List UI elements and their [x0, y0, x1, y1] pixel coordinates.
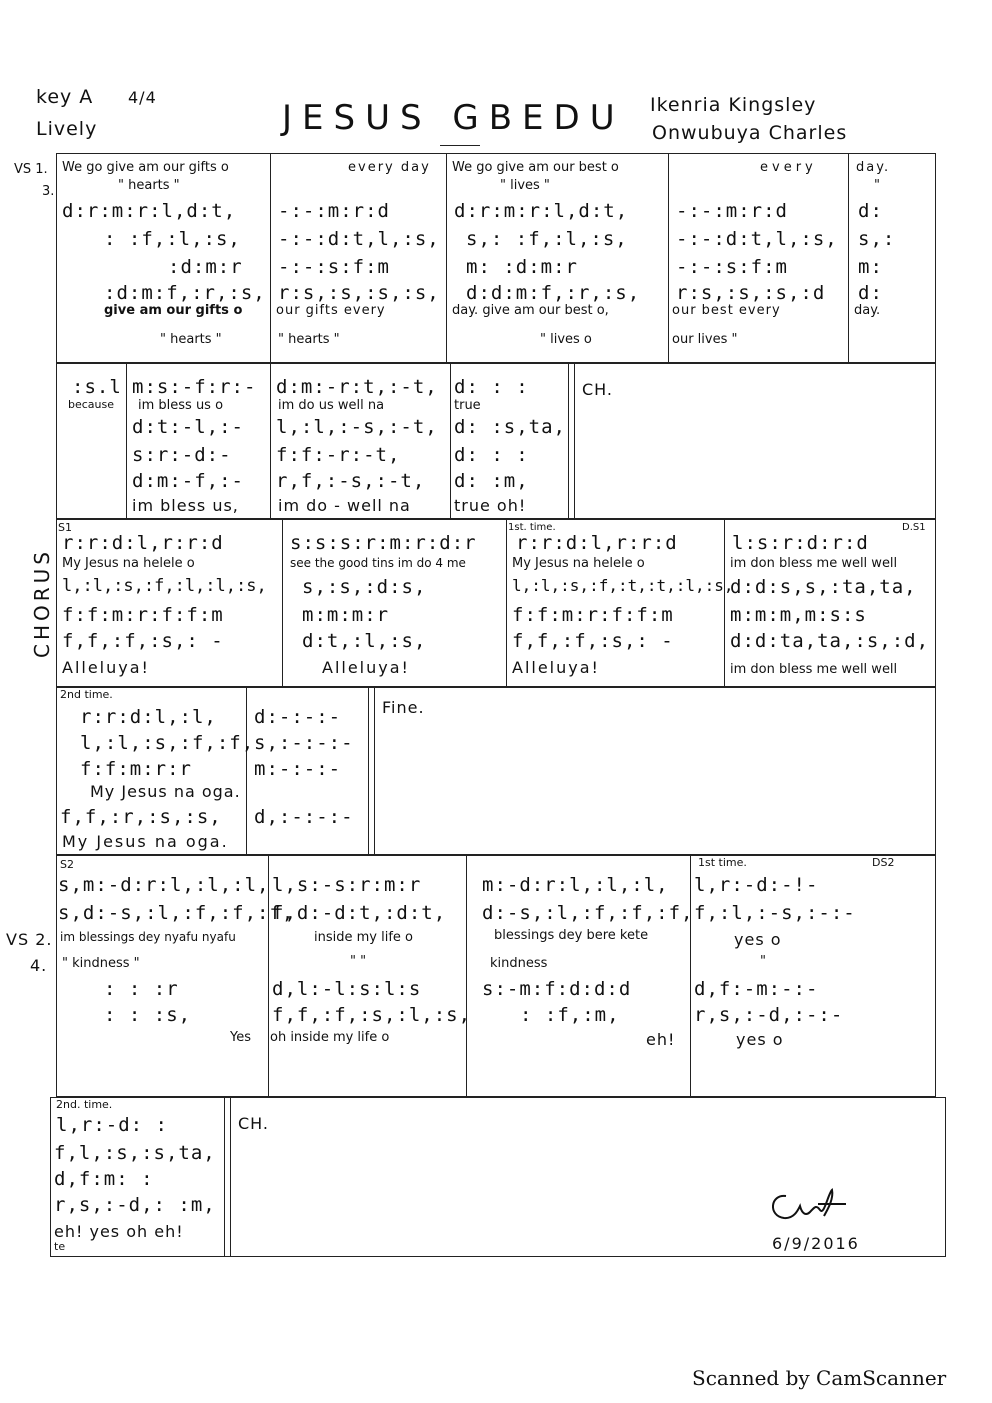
lyric: " lives "	[500, 178, 550, 193]
lyric: im do - well na	[278, 496, 411, 515]
divider	[568, 363, 569, 519]
divider	[450, 363, 451, 519]
lyric: day.	[854, 303, 881, 318]
solfa-line: l:s:r:d:r:d	[732, 532, 869, 554]
solfa-line: d:t:-l,:-	[132, 416, 244, 438]
solfa-line: f,d:-d:t,:d:t,	[272, 902, 447, 924]
lyric: im blessings dey nyafu nyafu	[60, 930, 236, 944]
divider	[848, 153, 849, 363]
footer-scanner: Scanned by CamScanner	[692, 1366, 947, 1390]
divider	[230, 1097, 231, 1257]
lyric: our best every	[672, 303, 781, 318]
solfa-line: l,:l,:s,:f,:f,	[80, 732, 255, 754]
solfa-line: s:s:s:r:m:r:d:r	[290, 532, 477, 554]
solfa-line: d:	[858, 282, 883, 304]
verse-label-1b: 3.	[42, 184, 55, 199]
chorus-marker: CH.	[582, 380, 614, 399]
solfa-line: r:r:d:l,r:r:d	[516, 532, 678, 554]
solfa-line: r,s,:-d,: :m,	[54, 1194, 216, 1216]
solfa-line: d:	[858, 200, 883, 222]
verse-label-1: VS 1.	[14, 162, 48, 177]
title-underline	[440, 145, 480, 146]
author-1: Ikenria Kingsley	[650, 94, 817, 116]
date: 6/9/2016	[772, 1234, 860, 1253]
lyric: " "	[350, 954, 367, 969]
solfa-line: d,f:-m:-:-	[694, 978, 819, 1000]
solfa-line: s,:s,:d:s,	[302, 576, 427, 598]
lyric: inside my life o	[314, 930, 413, 945]
solfa-line: r:s,:s,:s,:d	[676, 282, 826, 304]
segno-1: S1	[58, 521, 72, 534]
divider	[270, 153, 271, 363]
solfa-line: m:s:-f:r:-	[132, 376, 257, 398]
time-signature: 4/4	[128, 88, 157, 107]
solfa-line: -:-:m:r:d	[278, 200, 390, 222]
author-2: Onwubuya Charles	[652, 122, 848, 144]
first-time-label: 1st time.	[698, 856, 747, 869]
divider	[574, 363, 575, 519]
solfa-line: l,:l,:s,:f,:l,:l,:s,	[62, 576, 267, 596]
solfa-line: d: : :	[454, 444, 529, 466]
lyric: " kindness "	[62, 956, 140, 971]
divider	[224, 1097, 225, 1257]
solfa-line: s,:-:-:-	[254, 732, 354, 754]
solfa-line: d:d:s,s,:ta,ta,	[730, 576, 917, 598]
lyric: My Jesus na oga.	[62, 832, 229, 851]
solfa-line: m:m:m:r	[302, 604, 390, 626]
lyric: every day	[348, 160, 431, 175]
solfa-line: l,s:-s:r:m:r	[272, 874, 422, 896]
solfa-line: m: :d:m:r	[466, 256, 578, 278]
solfa-line: l,r:-d: :	[56, 1114, 168, 1136]
first-time-label: 1st. time.	[508, 522, 556, 533]
solfa-line: f:f:m:r:r	[80, 758, 192, 780]
solfa-line: m:-d:r:l,:l,:l,	[482, 874, 669, 896]
solfa-line: s,m:-d:r:l,:l,:l,	[58, 874, 270, 896]
lyric: te	[54, 1240, 66, 1253]
verse-label-2: VS 2.	[6, 930, 53, 949]
lyric: blessings dey bere kete	[494, 928, 649, 943]
lyric: im don bless me well well	[730, 556, 898, 571]
solfa-line: s,: :f,:l,:s,	[466, 228, 628, 250]
solfa-line: f,f,:f,:s,: -	[512, 630, 674, 652]
solfa-line: f,:l,:-s,:-:-	[694, 902, 856, 924]
solfa-line: d:d:m:f,:r,:s,	[466, 282, 641, 304]
lyric: true	[454, 398, 481, 413]
lyric: true oh!	[454, 496, 527, 515]
chorus-marker: CH.	[238, 1114, 270, 1133]
solfa-line: d,:-:-:-	[254, 806, 354, 828]
lyric: We go give am our gifts o	[62, 160, 229, 175]
lyric: im bless us,	[132, 496, 239, 515]
solfa-line: : :f,:l,:s,	[104, 228, 241, 250]
lyric: yes o	[736, 1030, 784, 1049]
solfa-line: s,:	[858, 228, 896, 250]
lyric: My Jesus na helele o	[512, 556, 645, 571]
solfa-line: -:-:s:f:m	[278, 256, 390, 278]
ds1-label: D.S1	[902, 522, 926, 533]
solfa-line: f:f:m:r:f:f:m	[512, 604, 674, 626]
lyric: give am our gifts o	[104, 303, 243, 318]
lyric: our lives "	[672, 332, 738, 347]
signature-icon	[766, 1186, 856, 1226]
solfa-line: -:-:d:t,l,:s,	[676, 228, 838, 250]
key-label: key A	[36, 86, 94, 108]
solfa-line: d:m:-r:t,:-t,	[276, 376, 438, 398]
solfa-line: d: :m,	[454, 470, 529, 492]
solfa-line: m:-:-:-	[254, 758, 342, 780]
lyric: My Jesus na oga.	[90, 782, 241, 801]
lyric: our gifts every	[276, 303, 386, 318]
divider	[446, 153, 447, 363]
solfa-line: : : :r	[104, 978, 179, 1000]
solfa-line: f,l,:s,:s,ta,	[54, 1142, 216, 1164]
lyric: My Jesus na helele o	[62, 556, 195, 571]
solfa-line: r,f,:-s,:-t,	[276, 470, 426, 492]
lyric: Alleluya!	[62, 658, 150, 677]
divider	[126, 363, 127, 519]
lyric: Alleluya!	[512, 658, 600, 677]
solfa-line: -:-:m:r:d	[676, 200, 788, 222]
solfa-line: m:	[858, 256, 883, 278]
chorus-label: CHORUS	[30, 548, 54, 658]
solfa-line: r:r:d:l,r:r:d	[62, 532, 224, 554]
lyric: every	[760, 160, 817, 175]
solfa-line: f,f,:f,:s,: -	[62, 630, 224, 652]
solfa-line: l,r:-d:-!-	[694, 874, 819, 896]
lyric: day. give am our best o,	[452, 303, 609, 318]
lyric: "	[760, 954, 766, 969]
solfa-line: s:r:-d:-	[132, 444, 232, 466]
solfa-line: d,l:-l:s:l:s	[272, 978, 422, 1000]
lyric: oh inside my life o	[270, 1030, 390, 1045]
solfa-line: d:t,:l,:s,	[302, 630, 427, 652]
lyric: "	[874, 178, 880, 193]
lyric: Alleluya!	[322, 658, 410, 677]
solfa-line: :d:m:r	[168, 256, 243, 278]
solfa-line: l,:l,:-s,:-t,	[276, 416, 438, 438]
divider	[374, 687, 375, 855]
solfa-line: d: :s,ta,	[454, 416, 566, 438]
solfa-line: m:m:m,m:s:s	[730, 604, 867, 626]
ds2-label: DS2	[872, 856, 895, 869]
solfa-line: -:-:s:f:m	[676, 256, 788, 278]
fine-marker: Fine.	[382, 698, 425, 717]
second-time-label: 2nd. time.	[56, 1098, 113, 1111]
solfa-line: s,d:-s,:l,:f,:f,:f,	[58, 902, 295, 924]
solfa-line: l,:l,:s,:f,:t,:t,:l,:s,	[512, 576, 734, 595]
solfa-line: f:f:m:r:f:f:m	[62, 604, 224, 626]
second-time-label: 2nd time.	[60, 688, 113, 701]
lyric: im don bless me well well	[730, 662, 898, 677]
lyric: see the good tins im do 4 me	[290, 556, 466, 570]
lyric: im bless us o	[138, 398, 224, 413]
solfa-line: d:r:m:r:l,d:t,	[454, 200, 629, 222]
solfa-line: r:r:d:l,:l,	[80, 706, 217, 728]
lyric: yes o	[734, 930, 782, 949]
divider	[668, 153, 669, 363]
divider	[282, 519, 283, 687]
verse-label-2b: 4.	[30, 956, 48, 975]
lyric: eh!	[646, 1030, 676, 1049]
lyric: " lives o	[540, 332, 592, 347]
solfa-line: s:-m:f:d:d:d	[482, 978, 632, 1000]
lyric: im do us well na	[278, 398, 385, 413]
lyric: because	[68, 398, 115, 411]
solfa-line: : : :s,	[104, 1004, 192, 1026]
solfa-line: : :f,:m,	[520, 1004, 620, 1026]
solfa-line: :d:m:f,:r,:s,	[104, 282, 266, 304]
lyric: We go give am our best o	[452, 160, 619, 175]
solfa-line: d:d:ta,ta,:s,:d,	[730, 630, 930, 652]
tempo-label: Lively	[36, 118, 98, 140]
divider	[368, 687, 369, 855]
lyric: kindness	[490, 956, 548, 971]
divider	[690, 855, 691, 1097]
lyric: Yes	[230, 1030, 251, 1045]
solfa-line: r,s,:-d,:-:-	[694, 1004, 844, 1026]
divider	[506, 519, 507, 687]
divider	[246, 687, 247, 855]
lyric: day.	[856, 160, 891, 175]
solfa-line: d: : :	[454, 376, 529, 398]
solfa-line: d:-:-:-	[254, 706, 342, 728]
solfa-line: d:r:m:r:l,d:t,	[62, 200, 237, 222]
solfa-line: f,f,:f,:s,:l,:s,	[272, 1004, 472, 1026]
lyric: eh! yes oh eh!	[54, 1222, 184, 1241]
song-title: JESUS GBEDU	[282, 98, 625, 138]
solfa-line: :s.l	[72, 376, 122, 398]
solfa-line: d:m:-f,:-	[132, 470, 244, 492]
lyric: " hearts "	[278, 332, 340, 347]
divider	[724, 519, 725, 687]
lyric: " hearts "	[160, 332, 222, 347]
solfa-line: -:-:d:t,l,:s,	[278, 228, 440, 250]
solfa-line: f,f,:r,:s,:s,	[60, 806, 222, 828]
divider	[270, 363, 271, 519]
solfa-line: d,f:m: :	[54, 1168, 154, 1190]
lyric: " hearts "	[118, 178, 180, 193]
solfa-line: f:f:-r:-t,	[276, 444, 401, 466]
solfa-line: r:s,:s,:s,:s,	[278, 282, 440, 304]
divider	[466, 855, 467, 1097]
section-5-box	[50, 1097, 946, 1257]
segno-2: S2	[60, 858, 74, 871]
solfa-line: d:-s,:l,:f,:f,:f,	[482, 902, 694, 924]
